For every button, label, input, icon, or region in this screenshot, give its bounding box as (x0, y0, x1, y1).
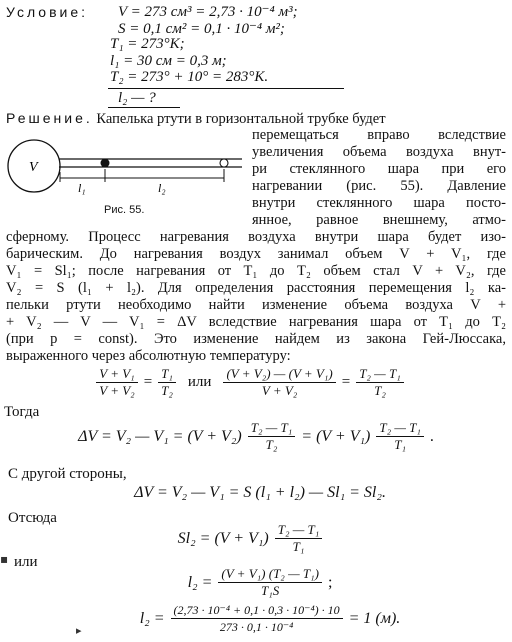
wrap-line-6: янное, равное внешнему, атмо- (252, 212, 506, 228)
solution-intro-line (6, 110, 506, 128)
other-side-label: С другой стороны, (8, 466, 127, 482)
hence-label: Отсюда (8, 510, 57, 526)
given-unknown: l₂ — ? (118, 90, 156, 106)
sl2-formula: Sl₂ = (V + V₁) $\frac{\text{T₂ — T₁}}{\text{T₁}}$ (80, 522, 420, 555)
fraction-temps: $\frac{\text{T₁}}{\text{T₂}}$ (158, 366, 176, 399)
l2-result-formula: l₂ = $\frac{\text{(2,73 · 10⁻⁴ + 0,1 · 0,3 · 10⁻⁴) · 10}}{\text{273 · 0,1 · 10⁻⁴}}$ = 1 (м). (139, 603, 401, 634)
l1-label: l₁ (78, 181, 86, 195)
fraction-temp-diff: $\frac{\text{T₂ — T₁}}{\text{T₂}}$ (356, 366, 404, 399)
body-line-2: барическим. До нагревания воздух занимал объем V + V₁, где (6, 246, 506, 262)
figure-caption: Рис. 55. (104, 204, 145, 216)
given-line-t2: T₂ = 273° + 10° = 283°K. (110, 69, 269, 85)
given-line-area: S = 0,1 см² = 0,1 · 10⁻⁴ м²; (118, 21, 285, 37)
margin-mark: ▪ (0, 552, 9, 566)
mercury-drop (101, 159, 110, 168)
figure-55 (2, 138, 248, 200)
given-line-t1: T₁ = 273°K; (110, 36, 185, 52)
body-line-8: выраженного через абсолютную температуру: (6, 348, 291, 364)
or-label: или (14, 554, 38, 570)
wrap-line-5: внутри стеклянного шара посто- (252, 195, 506, 211)
given-divider (108, 88, 344, 89)
fraction-volumes: $\frac{\text{V + V₁}}{\text{V + V₂}}$ (96, 366, 137, 399)
wrap-line-4: нагревании (рис. 55). Давление (252, 178, 506, 194)
given-line-volume: V = 273 см³ = 2,73 · 10⁻⁴ м³; (118, 4, 298, 20)
solution-intro-text: Капелька ртути в горизонтальной трубке будет (96, 111, 386, 127)
body-line-4: V₂ = S (l₁ + l₂). Для определения расстояния перемещения l₂ ка- (6, 280, 506, 296)
body-line-7: (при p = const). Это изменение найдем из закона Гей-Люссака, (6, 331, 506, 347)
wrap-line-1: перемещаться вправо вследствие (252, 127, 506, 143)
body-line-3: V₁ = Sl₁; после нагревания от T₁ до T₂ объем стал V + V₂, где (6, 263, 506, 279)
given-label: Условие: (6, 4, 89, 20)
unknown-underline (108, 107, 180, 108)
gay-lussac-formula: $\frac{\text{V + V₁}}{\text{V + V₂}}$ = $\frac{\text{T₁}}{\text{T₂}}$ или $\frac{\text{(V + V₂) — (V + V₁)}}{\text{V + V₂}}$ = $\frac{\text{T₂ — T₁}}{\text{T₂}}$ (40, 366, 460, 399)
wrap-line-2: увеличения объема воздуха внут- (252, 144, 506, 160)
delta-v-second-formula: ΔV = V₂ — V₁ = S (l₁ + l₂) — Sl₁ = Sl₂. (134, 484, 386, 501)
l2-label: l₂ (158, 181, 166, 195)
wrap-line-3: ри стеклянного шара при его (252, 161, 506, 177)
then-label: Тогда (4, 404, 40, 420)
corner-mark: ▸ (76, 624, 82, 637)
l2-formula: l₂ = $\frac{\text{(V + V₁) (T₂ — T₁)}}{\text{T₁S}}$ ; (187, 566, 333, 598)
body-line-6: + V₂ — V — V₁ = ΔV вследствие нагревания шара от T₁ до T₂ (6, 314, 506, 330)
delta-v-formula: ΔV = V₂ — V₁ = (V + V₂) $\frac{\text{T₂ — T₁}}{\text{T₂}}$ = (V + V₁) $\frac{\text{T₂ — T₁}}{\text{T₁}}$ . (78, 420, 434, 452)
fraction-volume-diff: $\frac{\text{(V + V₂) — (V + V₁)}}{\text{V + V₂}}$ (223, 366, 335, 399)
body-line-5: пельки ртути необходимо найти изменение объема воздуха V + (6, 297, 506, 313)
ball-label: V (29, 160, 38, 175)
drop-final-position (220, 159, 228, 167)
given-line-l1: l₁ = 30 см = 0,3 м; (110, 53, 227, 69)
body-line-1: сферному. Процесс нагревания воздуха внутри шара будет изо- (6, 229, 506, 245)
solution-label: Решение. (6, 110, 93, 126)
